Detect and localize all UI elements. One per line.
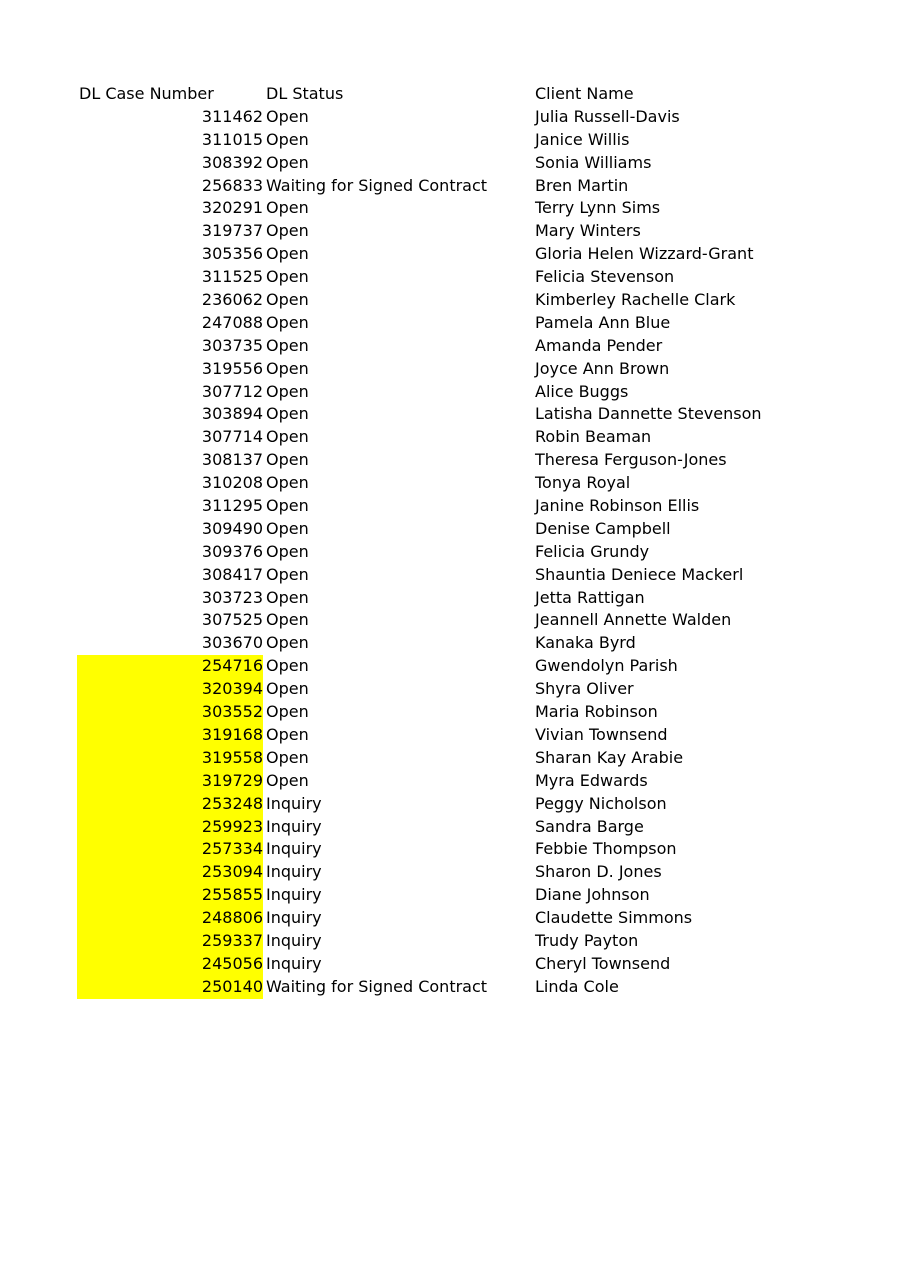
status-cell: Open (266, 404, 309, 424)
client-name-cell: Cheryl Townsend (535, 953, 671, 973)
status-cell: Open (266, 473, 309, 493)
case-number-cell: 311295 (201, 496, 263, 516)
case-number-cell: 253094 (77, 861, 263, 884)
status-cell: Open (266, 633, 309, 653)
client-name-cell: Kimberley Rachelle Clark (535, 290, 736, 310)
table-row (77, 816, 793, 839)
client-name-cell: Sharan Kay Arabie (535, 747, 684, 767)
case-table (77, 83, 793, 999)
client-name-cell: Sharon D. Jones (535, 862, 662, 882)
table-row (77, 930, 793, 953)
status-cell: Open (266, 358, 309, 378)
case-number-cell: 308137 (201, 450, 263, 470)
status-cell: Open (266, 724, 309, 744)
status-cell: Inquiry (266, 885, 322, 905)
client-name-cell: Diane Johnson (535, 885, 650, 905)
case-number-cell: 303735 (201, 335, 263, 355)
table-row (77, 358, 793, 381)
table-row (77, 335, 793, 358)
client-name-cell: Claudette Simmons (535, 908, 693, 928)
table-row (77, 403, 793, 426)
table-row (77, 701, 793, 724)
client-name-cell: Gloria Helen Wizzard-Grant (535, 244, 754, 264)
case-number-cell: 311015 (201, 129, 263, 149)
table-row (77, 381, 793, 404)
client-name-cell: Latisha Dannette Stevenson (535, 404, 762, 424)
case-number-cell: 253248 (77, 793, 263, 816)
status-cell: Waiting for Signed Contract (266, 175, 488, 195)
status-cell: Open (266, 656, 309, 676)
client-name-cell: Sonia Williams (535, 152, 652, 172)
table-row (77, 632, 793, 655)
table-row (77, 747, 793, 770)
case-number-cell: 309490 (201, 518, 263, 538)
client-name-cell: Bren Martin (535, 175, 629, 195)
case-number-cell: 245056 (77, 953, 263, 976)
header-row (77, 83, 793, 106)
client-name-cell: Robin Beaman (535, 427, 652, 447)
case-number-cell: 319168 (77, 724, 263, 747)
status-cell: Waiting for Signed Contract (266, 976, 488, 996)
case-number-cell: 319737 (201, 221, 263, 241)
case-number-cell: 320394 (77, 678, 263, 701)
client-name-cell: Joyce Ann Brown (535, 358, 670, 378)
status-cell: Open (266, 427, 309, 447)
table-row (77, 426, 793, 449)
status-cell: Open (266, 152, 309, 172)
client-name-cell: Julia Russell-Davis (535, 106, 680, 126)
client-name-cell: Pamela Ann Blue (535, 312, 671, 332)
client-name-cell: Felicia Stevenson (535, 267, 675, 287)
case-number-cell: 307714 (201, 427, 263, 447)
table-row (77, 724, 793, 747)
table-row (77, 587, 793, 610)
header-case-number: DL Case Number (79, 84, 214, 103)
table-row (77, 312, 793, 335)
case-number-cell: 254716 (77, 655, 263, 678)
client-name-cell: Febbie Thompson (535, 839, 677, 859)
client-name-cell: Janice Willis (535, 129, 630, 149)
client-name-cell: Sandra Barge (535, 816, 644, 836)
status-cell: Open (266, 496, 309, 516)
status-cell: Open (266, 770, 309, 790)
status-cell: Inquiry (266, 862, 322, 882)
table-row (77, 518, 793, 541)
status-cell: Open (266, 335, 309, 355)
client-name-cell: Terry Lynn Sims (535, 198, 661, 218)
case-number-cell: 248806 (77, 907, 263, 930)
table-body (77, 106, 793, 999)
table-row (77, 541, 793, 564)
case-number-cell: 303552 (77, 701, 263, 724)
table-row (77, 243, 793, 266)
status-cell: Open (266, 518, 309, 538)
table-row (77, 976, 793, 999)
table-row (77, 495, 793, 518)
case-number-cell: 259923 (77, 816, 263, 839)
table-row (77, 152, 793, 175)
client-name-cell: Jetta Rattigan (535, 587, 645, 607)
case-number-cell: 307712 (201, 381, 263, 401)
status-cell: Inquiry (266, 953, 322, 973)
status-cell: Open (266, 587, 309, 607)
client-name-cell: Alice Buggs (535, 381, 629, 401)
status-cell: Open (266, 129, 309, 149)
client-name-cell: Denise Campbell (535, 518, 671, 538)
status-cell: Inquiry (266, 930, 322, 950)
table-row (77, 770, 793, 793)
client-name-cell: Mary Winters (535, 221, 641, 241)
table-row (77, 907, 793, 930)
case-number-cell: 255855 (77, 884, 263, 907)
case-number-cell: 308392 (201, 152, 263, 172)
case-number-cell: 310208 (201, 473, 263, 493)
table-row (77, 197, 793, 220)
client-name-cell: Amanda Pender (535, 335, 663, 355)
header-status: DL Status (266, 84, 344, 103)
case-number-cell: 311525 (201, 267, 263, 287)
status-cell: Open (266, 312, 309, 332)
status-cell: Open (266, 244, 309, 264)
case-number-cell: 319558 (77, 747, 263, 770)
header-client-name: Client Name (535, 84, 634, 103)
client-name-cell: Theresa Ferguson-Jones (535, 450, 727, 470)
client-name-cell: Jeannell Annette Walden (535, 610, 732, 630)
case-number-cell: 307525 (201, 610, 263, 630)
status-cell: Open (266, 450, 309, 470)
status-cell: Open (266, 541, 309, 561)
case-number-cell: 320291 (201, 198, 263, 218)
case-number-cell: 303894 (201, 404, 263, 424)
case-number-cell: 303670 (201, 633, 263, 653)
case-number-cell: 319729 (77, 770, 263, 793)
table-row (77, 564, 793, 587)
case-number-cell: 309376 (201, 541, 263, 561)
case-number-cell: 319556 (201, 358, 263, 378)
status-cell: Open (266, 610, 309, 630)
status-cell: Open (266, 679, 309, 699)
table-row (77, 106, 793, 129)
client-name-cell: Shauntia Deniece Mackerl (535, 564, 744, 584)
client-name-cell: Peggy Nicholson (535, 793, 667, 813)
client-name-cell: Janine Robinson Ellis (535, 496, 700, 516)
client-name-cell: Vivian Townsend (535, 724, 668, 744)
status-cell: Open (266, 381, 309, 401)
client-name-cell: Felicia Grundy (535, 541, 650, 561)
case-number-cell: 256833 (201, 175, 263, 195)
table-row (77, 884, 793, 907)
status-cell: Open (266, 106, 309, 126)
table-row (77, 838, 793, 861)
table-row (77, 609, 793, 632)
status-cell: Open (266, 290, 309, 310)
table-row (77, 953, 793, 976)
status-cell: Open (266, 747, 309, 767)
status-cell: Inquiry (266, 816, 322, 836)
status-cell: Open (266, 267, 309, 287)
case-number-cell: 247088 (201, 312, 263, 332)
status-cell: Inquiry (266, 839, 322, 859)
status-cell: Open (266, 221, 309, 241)
table-row (77, 655, 793, 678)
client-name-cell: Tonya Royal (535, 473, 631, 493)
table-row (77, 129, 793, 152)
case-number-cell: 311462 (201, 106, 263, 126)
status-cell: Open (266, 198, 309, 218)
status-cell: Inquiry (266, 793, 322, 813)
table-row (77, 472, 793, 495)
status-cell: Inquiry (266, 908, 322, 928)
client-name-cell: Maria Robinson (535, 702, 658, 722)
case-number-cell: 259337 (77, 930, 263, 953)
client-name-cell: Kanaka Byrd (535, 633, 636, 653)
case-number-cell: 236062 (201, 290, 263, 310)
table-row (77, 175, 793, 198)
table-row (77, 793, 793, 816)
status-cell: Open (266, 702, 309, 722)
client-name-cell: Myra Edwards (535, 770, 648, 790)
table-row (77, 678, 793, 701)
case-number-cell: 308417 (201, 564, 263, 584)
case-number-cell: 305356 (201, 244, 263, 264)
case-number-cell: 250140 (77, 976, 263, 999)
table-row (77, 289, 793, 312)
client-name-cell: Trudy Payton (535, 930, 639, 950)
client-name-cell: Shyra Oliver (535, 679, 634, 699)
case-number-cell: 257334 (77, 838, 263, 861)
table-row (77, 861, 793, 884)
table-row (77, 220, 793, 243)
client-name-cell: Linda Cole (535, 976, 619, 996)
table-row (77, 449, 793, 472)
case-number-cell: 303723 (201, 587, 263, 607)
table-row (77, 266, 793, 289)
client-name-cell: Gwendolyn Parish (535, 656, 678, 676)
status-cell: Open (266, 564, 309, 584)
